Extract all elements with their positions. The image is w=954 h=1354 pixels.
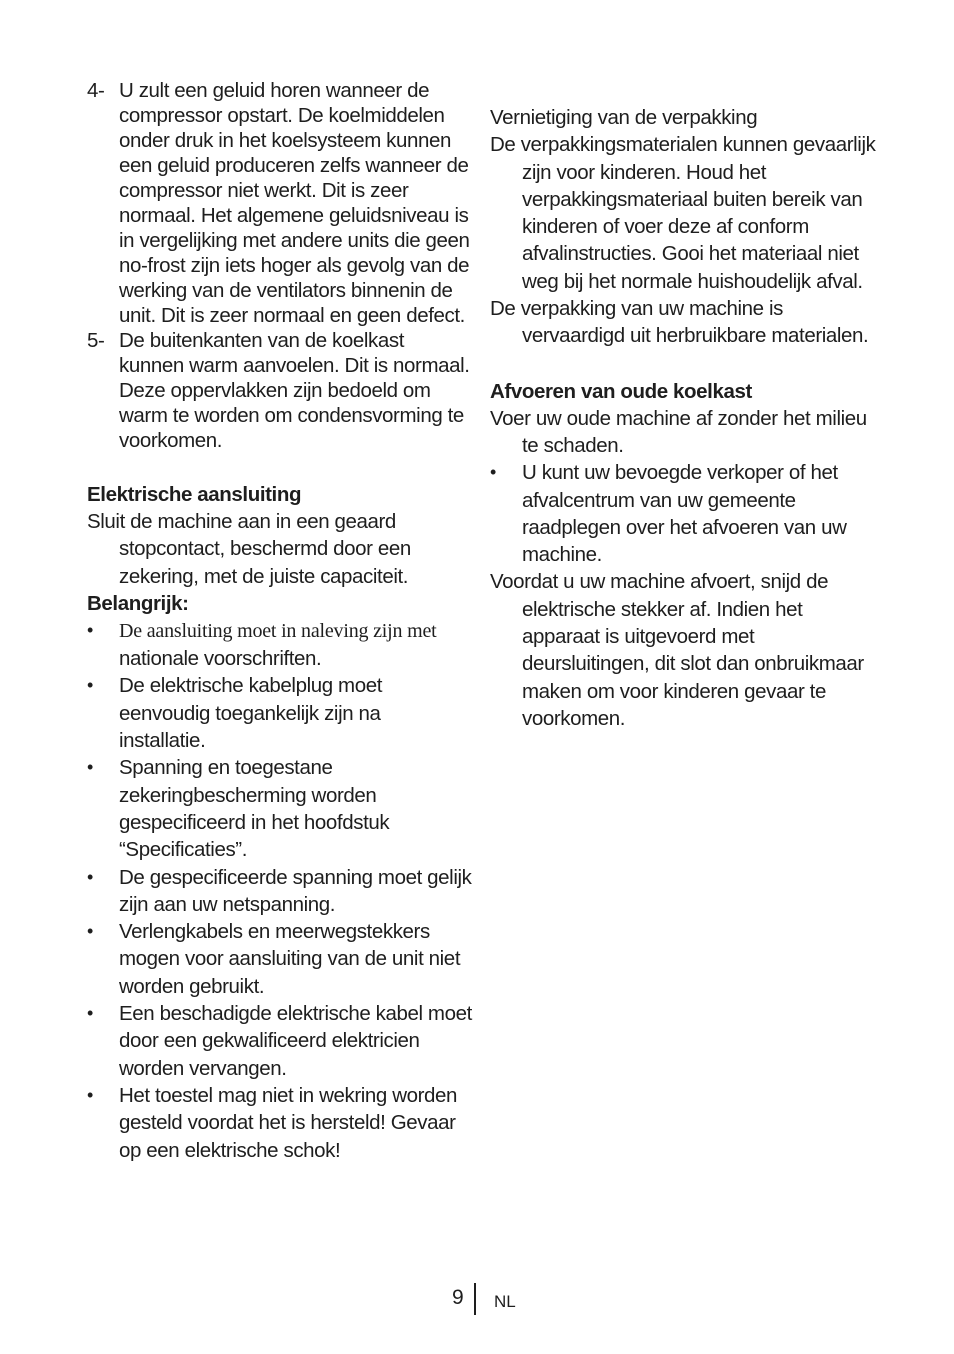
important-label: Belangrijk:	[87, 591, 189, 615]
list-item	[87, 617, 472, 673]
section-heading-electrical: Elektrische aansluiting	[87, 483, 302, 506]
bullet-icon: •	[87, 866, 93, 887]
disposal-bullet-list	[490, 459, 880, 568]
item-text: U zult een geluid horen wanneer de compressor opstart. De koelmiddelen onder druk in het koelsysteem kunnen een geluid produceren zelfs wanneer de compressor niet werkt. Dit is zeer normaal. Het algemene geluidsniveau is in vergelijking met andere units die geen no-frost zijn iets hoger als gevolg van de werking van de ventilators binnenin de unit. Dit is zeer normaal en geen defect.	[119, 79, 470, 327]
packaging-paragraph-2: De verpakking van uw machine is vervaardigd uit herbruikbare materialen.	[490, 297, 869, 348]
bullet-icon: •	[87, 619, 93, 640]
list-item-text: U kunt uw bevoegde verkoper of het afvalcentrum van uw gemeente raadplegen over het afvoeren van uw machine.	[522, 461, 847, 567]
list-item-text: Verlengkabels en meerwegstekkers mogen voor aansluiting van de unit niet worden gebruikt.	[119, 920, 461, 998]
list-item	[87, 672, 472, 754]
electrical-intro: Sluit de machine aan in een geaard stopcontact, beschermd door een zekering, met de juiste capaciteit.	[87, 510, 411, 588]
list-item-text-serif: De aansluiting moet in naleving zijn met	[119, 619, 437, 642]
item-number: 5-	[87, 329, 105, 352]
section-heading-disposal: Afvoeren van oude koelkast	[490, 379, 752, 403]
list-item	[87, 754, 472, 863]
page-divider	[474, 1283, 476, 1315]
list-item	[490, 459, 880, 568]
disposal-intro: Voer uw oude machine af zonder het milieu te schaden.	[490, 406, 867, 457]
list-item-text: Spanning en toegestane zekeringbescherming worden gespecificeerd in het hoofdstuk “Specificaties”.	[119, 756, 390, 862]
right-column	[490, 104, 880, 732]
item-number: 4-	[87, 79, 105, 102]
numbered-item-4	[87, 78, 472, 328]
list-item	[87, 918, 472, 1000]
list-item	[87, 864, 472, 919]
bullet-icon: •	[87, 921, 93, 942]
list-item-text: nationale voorschriften.	[119, 647, 322, 671]
bullet-icon: •	[87, 757, 93, 778]
bullet-icon: •	[490, 462, 496, 483]
left-column	[87, 78, 472, 1164]
list-item	[87, 1082, 472, 1164]
packaging-paragraph-1: De verpakkingsmaterialen kunnen gevaarlijk zijn voor kinderen. Houd het verpakkingsmateriaal buiten bereik van kinderen of voer deze af conform afvalinstructies. Gooi het materiaal niet weg bij het normale huishoudelijk afval.	[490, 133, 876, 293]
list-item-text: Het toestel mag niet in wekring worden gesteld voordat het is hersteld! Gevaar op een elektrische schok!	[119, 1083, 458, 1162]
packaging-title: Vernietiging van de verpakking	[490, 106, 758, 129]
page-number: 9	[452, 1286, 464, 1309]
language-code: NL	[494, 1292, 516, 1311]
list-item-text: De gespecificeerde spanning moet gelijk zijn aan uw netspanning.	[119, 865, 472, 916]
bullet-icon: •	[87, 1084, 93, 1105]
electrical-bullet-list	[87, 617, 472, 1164]
list-item	[87, 1000, 472, 1082]
list-item-text: Een beschadigde elektrische kabel moet door een gekwalificeerd elektricien worden vervangen.	[119, 1002, 472, 1080]
list-item-text: De elektrische kabelplug moet eenvoudig toegankelijk zijn na installatie.	[119, 674, 383, 753]
bullet-icon: •	[87, 675, 93, 696]
bullet-icon: •	[87, 1003, 93, 1024]
disposal-paragraph-2: Voordat u uw machine afvoert, snijd de elektrische stekker af. Indien het apparaat is uitgevoerd met deursluitingen, dit slot dan onbruikmaar maken om voor kinderen gevaar te voorkomen.	[490, 570, 864, 730]
numbered-item-5	[87, 328, 472, 453]
item-text: De buitenkanten van de koelkast kunnen warm aanvoelen. Dit is normaal. Deze oppervlakken zijn bedoeld om warm te worden om condensvorming te voorkomen.	[119, 329, 470, 452]
